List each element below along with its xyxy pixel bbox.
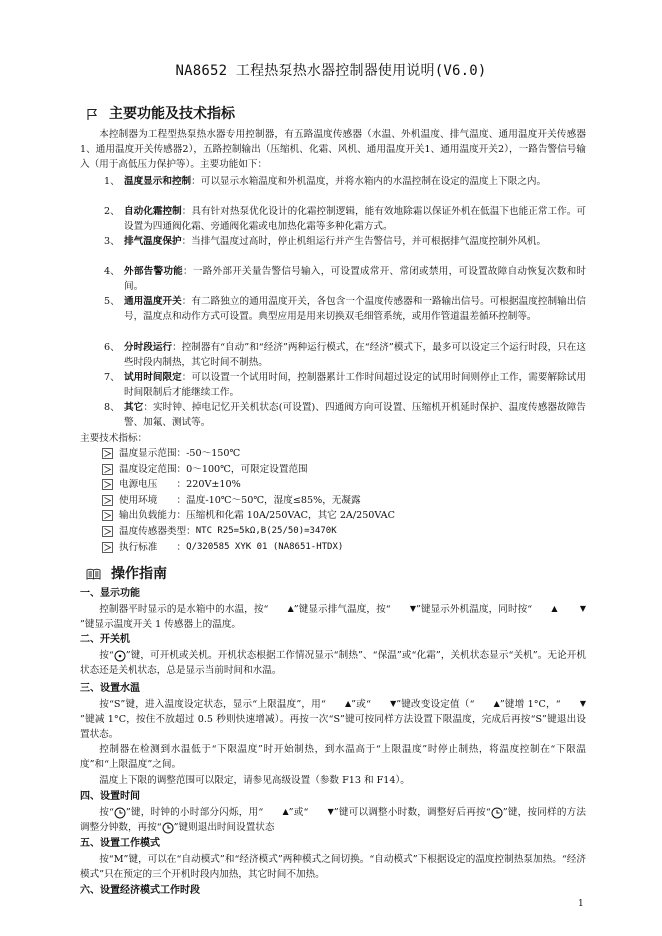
checkbox-icon xyxy=(102,464,113,475)
checkbox-icon xyxy=(102,479,113,490)
checkbox-icon xyxy=(102,526,113,537)
up-arrow-key-icon: ▲ xyxy=(282,807,289,816)
spec-item: 温度设定范围： 0～100℃，可限定设置范围 xyxy=(102,462,308,477)
water-temp-paragraph-2: 控制器在检测到水温低于“下限温度”时开始制热，到水温高于“上限温度”时停止制热，将温度控制在“下限温度”和“上限温度”之间。 xyxy=(80,744,586,771)
water-temp-paragraph-1: 按“S”键，进入温度设定状态，显示“上限温度”，用“ ▲”或“ ▼”键改变设定值（“ ▲”键增 1°C，“ ▼”键减 1°C，按住不放超过 0.5 秒则快速增减）。再按一次“S”键可按同样方法设置下限温度，完成后再按“S”键退出设置状态。 xyxy=(80,696,586,743)
document-title: NA8652 工程热泵热水器控制器使用说明(V6.0) xyxy=(175,63,487,79)
up-arrow-key-icon: ▲ xyxy=(493,699,500,708)
down-arrow-key-icon: ▼ xyxy=(579,699,587,708)
subsection-display: 一、显示功能 xyxy=(80,588,140,599)
down-arrow-key-icon: ▼ xyxy=(409,604,416,613)
page-number: 1 xyxy=(578,899,584,909)
book-icon xyxy=(86,567,101,582)
down-arrow-key-icon: ▼ xyxy=(579,604,586,613)
subsection-mode: 五、设置工作模式 xyxy=(80,838,160,849)
checkbox-icon xyxy=(102,495,113,506)
flag-icon xyxy=(86,107,99,122)
clock-key-icon xyxy=(114,807,126,818)
checkbox-icon xyxy=(102,448,113,459)
time-paragraph: 按“ ”键，时钟的小时部分闪烁，用“ ▲”或“ ▼”键可以调整小时数，调整好后再按“ ”键，按同样的方法调整分钟数，再按“ ”键则退出时间设置状态 xyxy=(80,804,586,835)
up-arrow-key-icon: ▲ xyxy=(287,604,294,613)
subsection-eco-periods: 六、设置经济模式工作时段 xyxy=(80,885,200,896)
power-key-icon xyxy=(114,650,126,661)
specs-heading: 主要技术指标： xyxy=(80,433,148,444)
spec-item: 电源电压 ： 220V±10% xyxy=(102,477,241,492)
subsection-water-temp: 三、设置水温 xyxy=(80,683,140,694)
up-arrow-key-icon: ▲ xyxy=(551,604,558,613)
checkbox-icon xyxy=(102,542,113,553)
subsection-time: 四、设置时间 xyxy=(80,791,140,802)
water-temp-paragraph-3: 温度上下限的调整范围可以限定，请参见高级设置（参数 F13 和 F14）。 xyxy=(99,775,410,786)
spec-item: 使用环境 ： 温度-10℃～50℃，湿度≤85%，无凝露 xyxy=(102,493,361,508)
features-intro: 本控制器为工程型热泵热水器专用控制器，有五路温度传感器（水温、外机温度、排气温度、通用温度开关传感器1、通用温度开关传感器2），五路控制输出（压缩机、化霜、风机、通用温度开关1、通用温度开关2），一路告警信号输入（用于高低压力保护等）。主要功能如下： xyxy=(80,129,586,171)
spec-item: 输出负载能力： 压缩机和化霜 10A/250VAC，其它 2A/250VAC xyxy=(102,508,395,523)
power-paragraph: 按“ ”键，可开机或关机。开机状态根据工作情况显示“制热”、“保温”或“化霜”，关机状态显示“关机”。无论开机状态还是关机状态，总是显示当前时间和水温。 xyxy=(80,650,587,677)
up-arrow-key-icon: ▲ xyxy=(345,699,352,708)
subsection-power: 二、开关机 xyxy=(80,634,130,645)
clock-key-icon xyxy=(162,822,174,833)
down-arrow-key-icon: ▼ xyxy=(327,807,334,816)
spec-item: 温度传感器类型： NTC R25=5kΩ,B(25/50)=3470K xyxy=(102,524,337,539)
mode-paragraph: 按“M”键，可以在“自动模式”和“经济模式”两种模式之间切换。“自动模式”下根据设定的温度控制热泵加热。“经济模式”只在预定的三个开机时段内加热，其它时间不加热。 xyxy=(80,854,586,881)
spec-item: 温度显示范围： -50～150℃ xyxy=(102,446,240,461)
spec-item: 执行标准 ： Q/320585 XYK 01 (NA8651-HTDX) xyxy=(102,540,343,555)
clock-key-icon xyxy=(491,807,503,818)
down-arrow-key-icon: ▼ xyxy=(390,699,397,708)
section-heading-features: 主要功能及技术指标 xyxy=(86,107,235,122)
checkbox-icon xyxy=(102,510,113,521)
display-paragraph: 控制器平时显示的是水箱中的水温，按“ ▲”键显示排气温度，按“ ▼”键显示外机温度，同时按“ ▲ ▼”键显示温度开关 1 传感器上的温度。 xyxy=(80,601,586,632)
section-heading-operation: 操作指南 xyxy=(86,567,167,582)
